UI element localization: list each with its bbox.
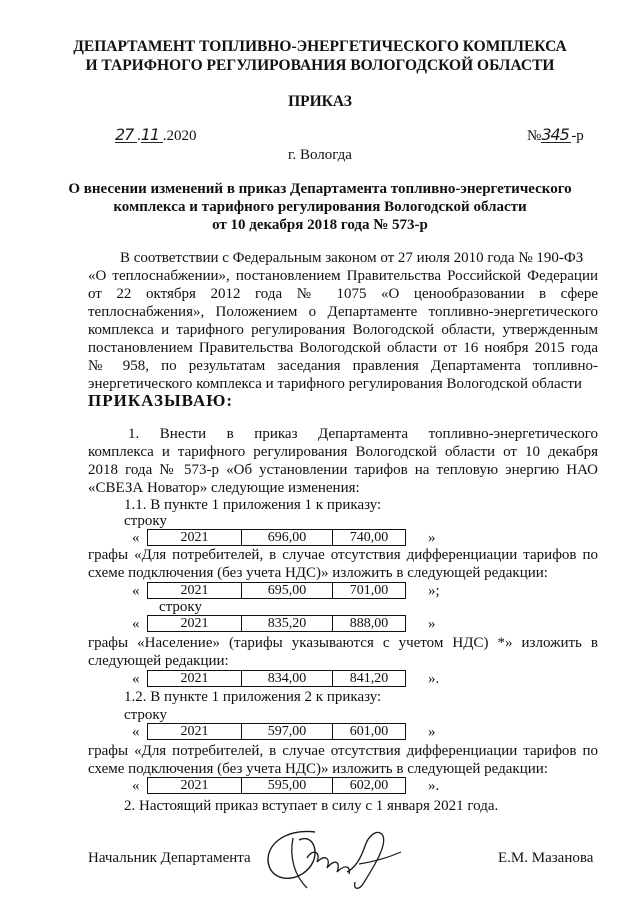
row-word-3: строку bbox=[124, 707, 167, 723]
number-prefix: № bbox=[527, 128, 542, 144]
tariff-value-2: 701,00 bbox=[332, 582, 406, 599]
order-word: ПРИКАЗЫВАЮ: bbox=[88, 391, 234, 410]
date-year: .2020 bbox=[162, 128, 197, 144]
row-word-1: строку bbox=[124, 513, 167, 529]
tariff-value-2: 888,00 bbox=[332, 615, 406, 632]
title-line2: комплекса и тарифного регулирования Вологодской области bbox=[113, 199, 527, 215]
title-line1: О внесении изменений в приказ Департамента топливно-энергетического bbox=[68, 181, 572, 197]
tariff-value-2: 602,00 bbox=[332, 777, 406, 794]
graph-text-3-line2: схеме подключения (без учета НДС)» изложить в следующей редакции: bbox=[88, 761, 548, 777]
tariff-year: 2021 bbox=[147, 615, 241, 632]
graph-text-2-line1: графы «Население» (тарифы указываются с учетом НДС) *» изложить в bbox=[88, 635, 598, 651]
quote-open-e: « bbox=[132, 724, 140, 740]
department-name-line2: И ТАРИФНОГО РЕГУЛИРОВАНИЯ ВОЛОГОДСКОЙ ОБЛАСТИ bbox=[85, 57, 555, 74]
subitem-1-2: 1.2. В пункте 1 приложения 2 к приказу: bbox=[124, 689, 382, 705]
tariff-year: 2021 bbox=[147, 723, 241, 740]
quote-open-f: « bbox=[132, 778, 140, 794]
number-handwritten: 345 bbox=[541, 128, 571, 143]
tariff-value-2: 601,00 bbox=[332, 723, 406, 740]
tariff-value-2: 841,20 bbox=[332, 670, 406, 687]
title-line3: от 10 декабря 2018 года № 573-р bbox=[212, 217, 428, 233]
tariff-row-d bbox=[147, 670, 406, 687]
doc-date: 27 .11 .2020 bbox=[115, 125, 197, 144]
date-day-handwritten: 27 bbox=[115, 128, 137, 143]
tariff-value-1: 834,00 bbox=[241, 670, 332, 687]
doc-number bbox=[527, 127, 584, 146]
handwritten-signature bbox=[255, 818, 415, 898]
tariff-year: 2021 bbox=[147, 582, 241, 599]
preamble-line-0: В соответствии с Федеральным законом от 27 июля 2010 года № 190-ФЗ bbox=[120, 250, 584, 266]
tariff-value-1: 597,00 bbox=[241, 723, 332, 740]
item1-line-1: комплекса и тарифного регулирования Вологодской области от 10 декабря bbox=[88, 444, 598, 460]
quote-close-a: » bbox=[428, 530, 436, 546]
preamble-line-3: теплоснабжения», Положением о Департаменте топливно-энергетического bbox=[88, 304, 598, 320]
signatory-position: Начальник Департамента bbox=[88, 850, 251, 866]
item1-line-0: 1. Внести в приказ Департамента топливно-энергетического bbox=[128, 426, 598, 442]
graph-text-1-line2: схеме подключения (без учета НДС)» изложить в следующей редакции: bbox=[88, 565, 548, 581]
tariff-row-b bbox=[147, 582, 406, 599]
tariff-year: 2021 bbox=[147, 529, 241, 546]
number-suffix: -р bbox=[571, 128, 584, 144]
tariff-row-f bbox=[147, 777, 406, 794]
signatory-name: Е.М. Мазанова bbox=[498, 850, 594, 866]
preamble-line-7: энергетического комплекса и тарифного регулирования Вологодской области bbox=[88, 376, 582, 392]
tariff-value-1: 696,00 bbox=[241, 529, 332, 546]
graph-text-2-line2: следующей редакции: bbox=[88, 653, 229, 669]
quote-open-c: « bbox=[132, 616, 140, 632]
quote-open-d: « bbox=[132, 671, 140, 687]
tariff-value-1: 595,00 bbox=[241, 777, 332, 794]
preamble-line-6: № 958, по результатам заседания правления Департамента топливно- bbox=[88, 358, 598, 374]
quote-close-b: »; bbox=[428, 583, 440, 599]
quote-close-d: ». bbox=[428, 671, 440, 687]
tariff-year: 2021 bbox=[147, 670, 241, 687]
tariff-row-a bbox=[147, 529, 406, 546]
tariff-year: 2021 bbox=[147, 777, 241, 794]
row-word-2: строку bbox=[159, 599, 202, 615]
graph-text-1-line1: графы «Для потребителей, в случае отсутствия дифференциации тарифов по bbox=[88, 547, 598, 563]
department-name-line1: ДЕПАРТАМЕНТ ТОПЛИВНО-ЭНЕРГЕТИЧЕСКОГО КОМПЛЕКСА bbox=[73, 38, 567, 55]
tariff-value-1: 835,20 bbox=[241, 615, 332, 632]
quote-close-e: » bbox=[428, 724, 436, 740]
tariff-row-e bbox=[147, 723, 406, 740]
tariff-value-1: 695,00 bbox=[241, 582, 332, 599]
graph-text-3-line1: графы «Для потребителей, в случае отсутствия дифференциации тарифов по bbox=[88, 743, 598, 759]
doc-type: ПРИКАЗ bbox=[288, 93, 352, 110]
tariff-value-2: 740,00 bbox=[332, 529, 406, 546]
quote-close-c: » bbox=[428, 616, 436, 632]
quote-open-a: « bbox=[132, 530, 140, 546]
preamble-line-1: «О теплоснабжении», постановлением Правительства Российской Федерации bbox=[88, 268, 598, 284]
item2: 2. Настоящий приказ вступает в силу с 1 января 2021 года. bbox=[124, 798, 499, 814]
date-month-handwritten: 11 bbox=[141, 128, 163, 143]
item1-line-3: «СВЕЗА Новатор» следующие изменения: bbox=[88, 480, 360, 496]
preamble-line-4: комплекса и тарифного регулирования Вологодской области, утвержденным bbox=[88, 322, 598, 338]
quote-close-f: ». bbox=[428, 778, 440, 794]
item1-line-2: 2018 года № 573-р «Об установлении тарифов на тепловую энергию НАО bbox=[88, 462, 598, 478]
subitem-1-1: 1.1. В пункте 1 приложения 1 к приказу: bbox=[124, 497, 382, 513]
preamble-line-2: от 22 октября 2012 года № 1075 «О ценообразовании в сфере bbox=[88, 286, 598, 302]
tariff-row-c bbox=[147, 615, 406, 632]
city: г. Вологда bbox=[288, 147, 352, 163]
quote-open-b: « bbox=[132, 583, 140, 599]
preamble-line-5: постановлением Правительства Вологодской области от 16 ноября 2015 года bbox=[88, 340, 598, 356]
